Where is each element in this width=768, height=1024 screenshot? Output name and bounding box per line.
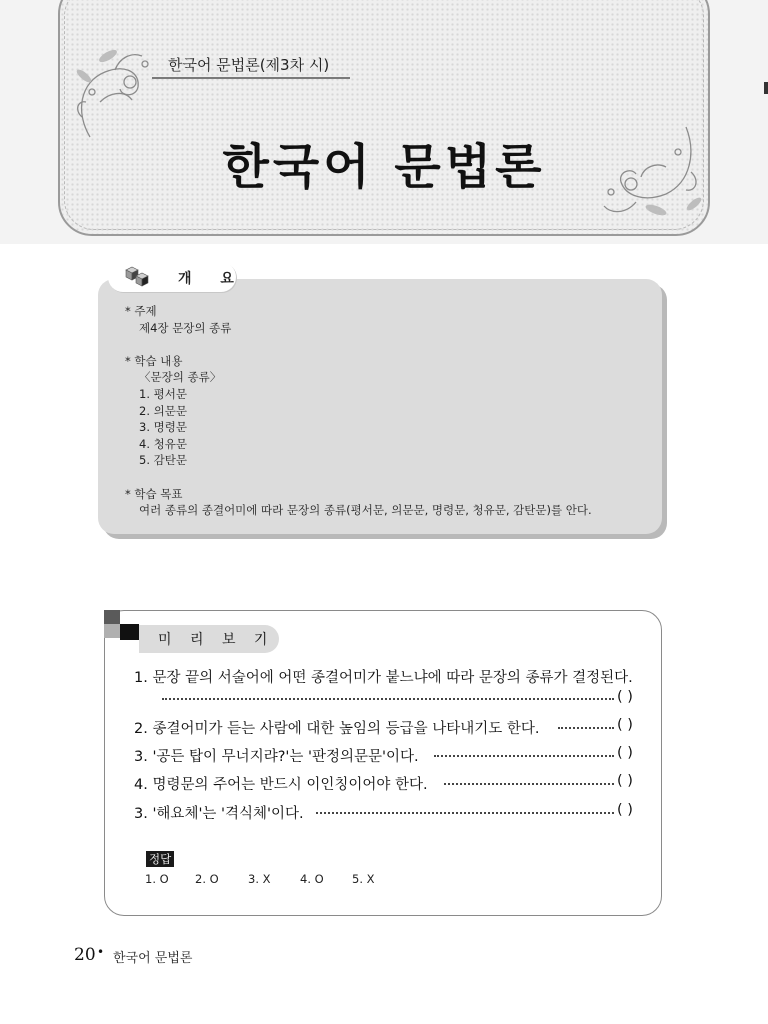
answer-item: 2. O [195, 872, 219, 886]
series-title: 한국어 문법론(제3차 시) [168, 56, 330, 74]
dot-leader [316, 812, 614, 814]
footer-bullet: • [97, 945, 105, 959]
page-title: 한국어 문법론 [222, 139, 546, 195]
goal-text: 여러 종류의 종결어미에 따라 문장의 종류(평서문, 의문문, 명령문, 청유문, 감탄문)를 안다. [139, 503, 592, 518]
dot-leader [444, 783, 614, 785]
question-text: 3. '공든 탑이 무너지랴?'는 '판정의문문'이다. [134, 749, 419, 765]
page-number: 20 [74, 945, 96, 965]
cube-icon [122, 264, 150, 288]
answer-blank: ( ) [617, 689, 633, 705]
list-item: 4. 청유문 [139, 436, 187, 451]
chapter-edge-tab [764, 82, 768, 94]
answer-blank: ( ) [617, 773, 633, 789]
answer-key-label: 정답 [146, 851, 174, 867]
dot-leader [434, 755, 614, 757]
answer-item: 5. X [352, 872, 375, 886]
overview-tab-label: 개 요 [178, 271, 246, 287]
overview-content [125, 303, 592, 519]
footer-book-title: 한국어 문법론 [113, 951, 193, 966]
dot-leader [558, 727, 614, 729]
list-item: 5. 감탄문 [139, 453, 187, 468]
answer-blank: ( ) [617, 802, 633, 818]
content-subheading: 〈문장의 종류〉 [139, 370, 222, 385]
dot-leader [162, 698, 614, 700]
question-text: 4. 명령문의 주어는 반드시 이인칭이어야 한다. [134, 777, 428, 793]
preview-deco-square [104, 624, 120, 638]
goal-heading: * 학습 목표 [125, 486, 183, 501]
question-text: 2. 종결어미가 듣는 사람에 대한 높임의 등급을 나타내기도 한다. [134, 721, 540, 737]
answer-item: 4. O [300, 872, 324, 886]
topic-text: 제4장 문장의 종류 [139, 320, 232, 335]
list-item: 3. 명령문 [139, 420, 187, 435]
question-text: 3. '해요체'는 '격식체'이다. [134, 806, 304, 822]
topic-heading: * 주제 [125, 304, 157, 318]
answer-blank: ( ) [617, 745, 633, 761]
list-item: 2. 의문문 [139, 403, 187, 418]
preview-deco-square [104, 610, 120, 624]
floral-ornament-left-icon [70, 42, 160, 142]
content-heading: * 학습 내용 [125, 353, 183, 368]
preview-tab-label: 미 리 보 기 [158, 632, 275, 648]
answer-item: 1. O [145, 872, 169, 886]
list-item: 1. 평서문 [139, 386, 187, 401]
preview-deco-square [120, 624, 139, 640]
question-text: 1. 문장 끝의 서술어에 어떤 종결어미가 붙느냐에 따라 문장의 종류가 결정된다. [134, 670, 633, 686]
answer-item: 3. X [248, 872, 271, 886]
series-title-underline [152, 77, 350, 79]
answer-blank: ( ) [617, 717, 633, 733]
